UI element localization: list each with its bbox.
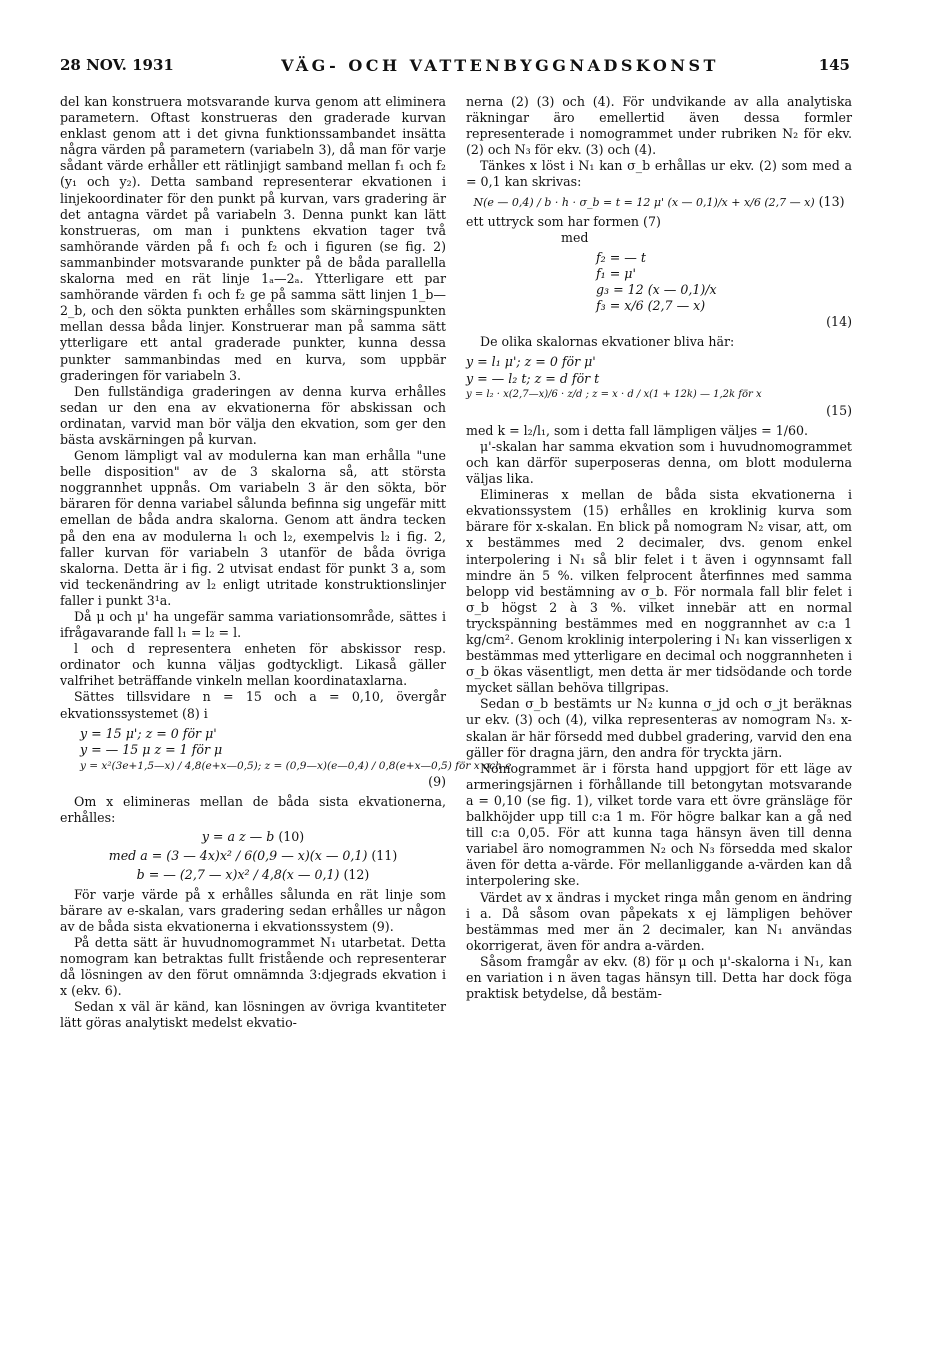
equation-line: y = l₁ μ'; z = 0 för μ' [466,354,596,370]
equation-system-14 [466,250,852,330]
paragraph: Såsom framgår av ekv. (8) för μ och μ'-skalorna i N₁, kan en variation i n även tagas hänsyn till. Detta har dock föga praktisk betydelse, då bestäm- [466,953,852,1002]
equation: b = — (2,7 — x)x² / 4,8(x — 0,1) [136,867,340,883]
right-column [466,94,852,1002]
paragraph: del kan konstruera motsvarande kurva genom att eliminera parametern. Oftast konstrueras den graderade kurvan enklast genom att i det givna funktionssambandet insätta några värden på parametern (variabeln 3), då man för varje sådant värde erhåller ett rätlinjigt samband mellan f₁ och f₂ (y₁ och y₂). Detta samband representerar ekvationen i linjekoordinater för den punkt på kurvan, vars gradering är det antagna värdet på variabeln 3. Denna punkt kan lätt konstrueras, om man i punktens ekvation tager två samhörande värden på f₁ och f₂ och i figuren (se fig. 2) sammanbinder motsvarande punkter på de båda parallella skalorna med en rät linje 1ₐ—2ₐ. Ytterligare ett par samhörande värden f₁ och f₂ ge på samma sätt linjen 1_b—2_b, och den sökta punkten erhålles som skärningspunkten mellan dessa båda linjer. Konstruerar man på samma sätt ytterligare ett antal graderade punkter, kunna dessa punkter sammanbindas med en kurva, som uppbär graderingen för variabeln 3. [60,94,446,383]
paragraph: Värdet av x ändras i mycket ringa mån genom en ändring i a. Då såsom ovan påpekats x ej lämpligen behöver bestämmas med mer än 2 decimaler, kan N₁ användas okorrigerat, även för andra a-värden. [466,889,852,953]
paragraph: ett uttryck som har formen (7) [466,213,661,229]
equation-system-15 [466,354,852,418]
equation-line: g₃ = 12 (x — 0,1)/x [596,282,717,298]
equation-line: y = — 15 μ z = 1 för μ [80,741,223,757]
equation: y = a z — b [201,829,275,845]
paragraph: Sedan x väl är känd, kan lösningen av övriga kvantiteter lätt göras analytiskt medelst ekvatio- [60,999,446,1031]
paragraph: Tänkes x löst i N₁ kan σ_b erhållas ur ekv. (2) som med a = 0,1 kan skrivas: [466,158,852,190]
equation-line: y = x²(3e+1,5—x) / 4,8(e+x—0,5); z = (0,9—x)(e—0,4) / 0,8(e+x—0,5) för x och e [80,759,512,772]
left-column [60,94,512,1031]
paragraph: Sedan σ_b bestämts ur N₂ kunna σ_jd och σ_jt beräknas ur ekv. (3) och (4), vilka representeras av nomogram N₃. x-skalan är här försedd med dubbel gradering, varvid den ena gäller för dragna järn, den andra för tryckta järn. [466,696,852,760]
paragraph: De olika skalornas ekvationer bliva här: [480,334,735,350]
page-number: 145 [818,56,850,74]
equation-10 [60,829,446,845]
equation: N(e — 0,4) / b · h · σ_b = t = 12 μ' (x — 0,1)/x + x/6 (2,7 — x) [473,195,815,209]
equation-tag: (11) [371,848,398,864]
equation-line: f₂ = — t [596,249,646,265]
paragraph: På detta sätt är huvudnomogrammet N₁ utarbetat. Detta nomogram kan betraktas fullt fristående och representerar då lösningen av den förut omnämnda 3:djegrads ekvation i x (ekv. 6). [60,934,446,999]
equation-tag: (9) [428,773,446,789]
equation-line: y = — l₂ t; z = d för t [466,370,600,386]
paragraph: Nomogrammet är i första hand uppgjort för ett läge av armeringsjärnen i förhållande till betongytan motsvarande a = 0,10 (se fig. 1), vilket torde vara ett övre gränsläge för balkhöjder upp till c:a 1 m. För högre balkar kan a gå ned till c:a 0,05. För att kunna taga hänsyn även till denna variabel äro nomogrammen N₂ och N₃ försedda med skalor även för detta a-värde. För mellanliggande a-värden kan då interpolering ske. [466,760,852,889]
paragraph: Den fullständiga graderingen av denna kurva erhålles sedan ur den ena av ekvationerna för abskissan och ordinatan, varvid man bör välja den ekvation, som ger den bästa avskärningen på kurvan. [60,383,446,447]
equation-tag: (13) [818,193,845,209]
equation-line: f₃ = x/6 (2,7 — x) [596,298,706,314]
equation-line: f₁ = μ' [596,265,636,281]
paragraph: nerna (2) (3) och (4). För undvikande av alla analytiska räkningar äro emellertid även dessa formler representerade i nomogrammet under rubriken N₂ för ekv. (2) och N₃ för ekv. (3) och (4). [466,94,852,158]
journal-title: VÄG- OCH VATTENBYGGNADSKONST [281,56,719,75]
paragraph: Då μ och μ' ha ungefär samma variationsområde, sättes i ifrågavarande fall l₁ = l₂ = l. [60,609,446,641]
page-header [60,56,850,82]
equation-system-9 [60,725,512,790]
equation-12 [60,867,446,883]
equation-line: y = 15 μ'; z = 0 för μ' [80,725,217,741]
equation-13 [466,194,852,211]
paragraph: Om x elimineras mellan de båda sista ekvationerna, erhålles: [60,794,446,826]
paragraph: Elimineras x mellan de båda sista ekvationerna i ekvationssystem (15) erhålles en kroklinig kurva som bärare för x-skalan. En blick på nomogram N₂ visar, att, om x bestämmes med 2 decimaler, dvs. genom enkel interpolering i N₁ så blir felet i t även i ogynnsamt fall mindre än 5 %. vilken felprocent återfinnes med samma belopp vid bestämning av σ_b. För normala fall blir felet i σ_b högst 2 à 3 %. vilket innebär att en normal tryckspänning bestämmes med en noggrannhet av c:a 1 kg/cm². Genom kroklinig interpolering i N₁ kan visserligen x bestämmas med ytterligare en decimal och noggrannheten i σ_b ökas väsentligt, men detta är mer tidsödande och torde mycket sällan behöva tillgripas. [466,487,852,696]
issue-date: 28 NOV. 1931 [60,56,174,74]
equation-line: y = l₂ · x(2,7—x)/6 · z/d ; z = x · d / x(1 + 12k) — 1,2k för x [466,388,762,400]
equation-tag: (15) [826,402,852,418]
equation-11 [60,848,446,864]
paragraph: Sättes tillsvidare n = 15 och a = 0,10, övergår ekvationssystemet (8) i [60,689,446,721]
paragraph: l och d representera enheten för abskissor resp. ordinator och kunna väljas godtyckligt. Likaså gäller valfrihet beträffande vinkeln mellan koordinataxlarna. [60,641,446,689]
paragraph: Genom lämpligt val av modulerna kan man erhålla "une belle disposition" av de 3 skalorna så, att största noggrannhet uppnås. Om variabeln 3 är den sökta, bör bäraren för denna variabel sålunda befinna sig ungefär mitt emellan de båda andra skalorna. Genom att ändra tecken på den ena av modulerna l₁ och l₂, exempelvis l₂ i fig. 2, faller kurvan för variabeln 3 utanför de båda övriga skalorna. Detta är i fig. 2 utvisat endast för punkt 3 a, som vid teckenändring av l₂ enligt utritade konstruktionslinjer faller i punkt 3¹a. [60,448,446,608]
equation-tag: (12) [343,867,370,883]
paragraph: med [561,229,589,245]
paragraph: med k = l₂/l₁, som i detta fall lämpligen väljes = 1/60. [466,422,808,438]
equation-tag: (14) [826,314,852,330]
equation-tag: (10) [278,829,305,845]
paragraph: μ'-skalan har samma ekvation som i huvudnomogrammet och kan därför superposeras denna, om blott modulerna väljas lika. [466,438,852,487]
equation: med a = (3 — 4x)x² / 6(0,9 — x)(x — 0,1) [108,848,368,864]
paragraph: För varje värde på x erhålles sålunda en rät linje som bärare av e-skalan, vars gradering sedan erhålles ur någon av de båda sista ekvationerna i ekvationssystem (9). [60,886,446,934]
